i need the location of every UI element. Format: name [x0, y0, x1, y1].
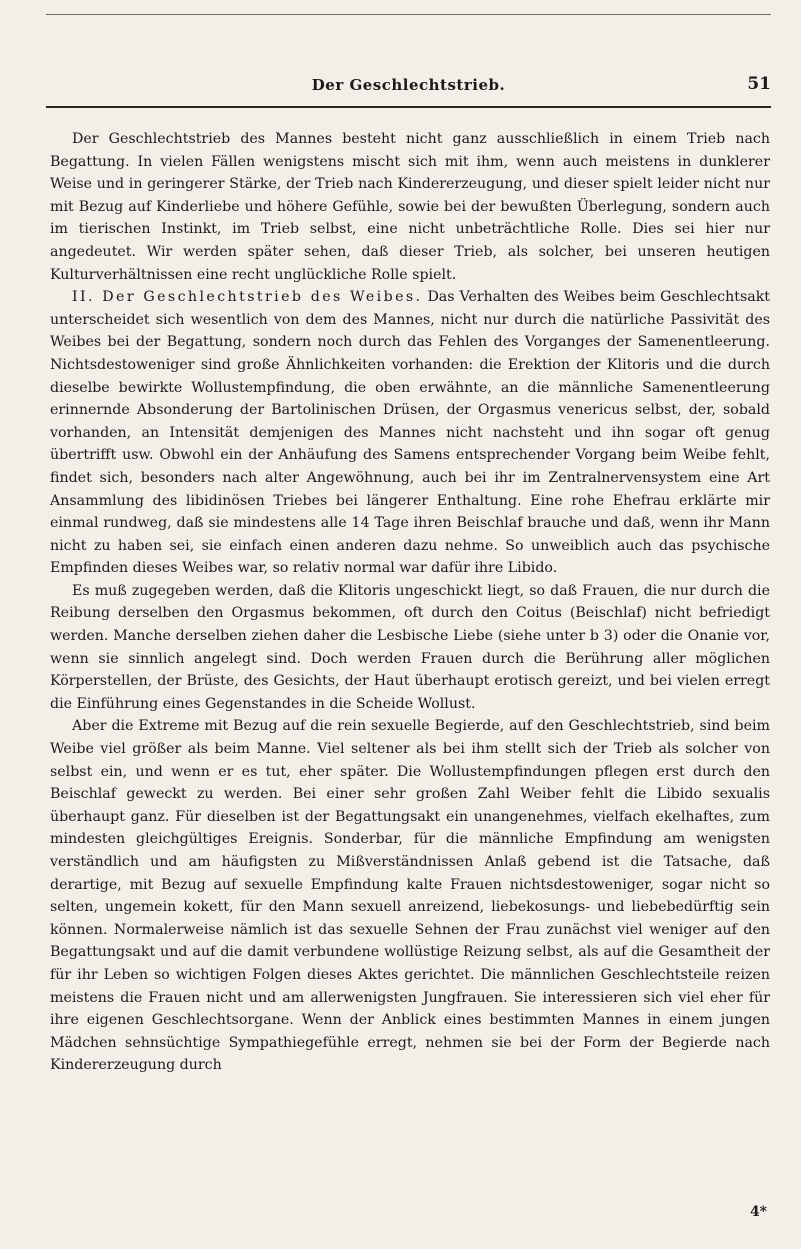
page-header [46, 70, 771, 108]
page-number: 51 [747, 74, 771, 94]
body-text [50, 128, 770, 1077]
signature-mark: 4* [749, 1204, 767, 1220]
section-heading: II. Der Geschlechtstrieb des Weibes. [72, 289, 423, 306]
paragraph-4: Aber die Extreme mit Bezug auf die rein sexuelle Begierde, auf den Geschlechtstrieb, sind beim Weibe viel größer als beim Manne. Viel seltener als bei ihm stellt sich der Trieb als solcher von selbst ein, und wenn er es tut, eher später. Die Wollustempfindungen pflegen erst durch den Beischlaf geweckt zu werden. Bei einer sehr großen Zahl Weiber fehlt die Libido sexualis überhaupt ganz. Für dieselben ist der Begattungsakt ein unangenehmes, vielfach ekelhaftes, zum mindesten gleichgültiges Ereignis. Sonderbar, für die männliche Empfindung am wenigsten verständlich und am häufigsten zu Mißverständnissen Anlaß gebend ist die Tatsache, daß derartige, mit Bezug auf sexuelle Empfindung kalte Frauen nichtsdestoweniger, sogar nicht so selten, ungemein kokett, für den Mann sexuell anreizend, liebekosungs- und liebebedürftig sein können. Normalerweise nämlich ist das sexuelle Sehnen der Frau zunächst viel weniger auf den Begattungsakt und auf die damit verbundene wollüstige Reizung selbst, als auf die Gesamtheit der für ihr Leben so wichtigen Folgen dieses Aktes gerichtet. Die männlichen Geschlechtsteile reizen meistens die Frauen nicht und am allerwenigsten Jungfrauen. Sie interessieren sich viel eher für ihre eigenen Geschlechtsorgane. Wenn der Anblick eines bestimmten Mannes in einem jungen Mädchen sehnsüchtige Sympathiegefühle erregt, nehmen sie bei der Form der Begierde nach Kindererzeugung durch [50, 718, 770, 1074]
running-title: Der Geschlechtstrieb. [311, 76, 506, 94]
paragraph-1: Der Geschlechtstrieb des Mannes besteht nicht ganz ausschließlich in einem Trieb nach Begattung. In vielen Fällen wenigstens mischt sich mit ihm, wenn auch meistens in dunklerer Weise und in geringerer Stärke, der Trieb nach Kindererzeugung, und dieser spielt leider nicht nur mit Bezug auf Kinderliebe und höhere Gefühle, sowie bei der bewußten Überlegung, sondern auch im tierischen Instinkt, im Trieb selbst, eine nicht unbeträchtliche Rolle. Dies sei hier nur angedeutet. Wir werden später sehen, daß dieser Trieb, als solcher, bei unseren heutigen Kulturverhältnissen eine recht unglückliche Rolle spielt. [50, 131, 770, 283]
paragraph-2 [50, 286, 770, 580]
paragraph-2-text: Das Verhalten des Weibes beim Geschlechtsakt unterscheidet sich wesentlich von dem des Mannes, nicht nur durch die natürliche Passivität des Weibes bei der Begattung, sondern noch durch das Fehlen des Vorganges der Samenentleerung. Nichtsdestoweniger sind große Ähnlichkeiten vorhanden: die Erektion der Klitoris und die durch dieselbe bewirkte Wollustempfindung, die oben erwähnte, an die männliche Samenentleerung erinnernde Absonderung der Bartolinischen Drüsen, der Orgasmus venericus selbst, der, sobald vorhanden, an Intensität demjenigen des Mannes nicht nachsteht und ihn sogar oft genug übertrifft usw. Obwohl ein der Anhäufung des Samens entsprechender Vorgang beim Weibe fehlt, findet sich, besonders nach alter Angewöhnung, auch bei ihr im Zentralnervensystem eine Art Ansammlung des libidinösen Triebes bei längerer Enthaltung. Eine rohe Ehefrau erklärte mir einmal rundweg, daß sie mindestens alle 14 Tage ihren Beischlaf brauche und daß, wenn ihr Mann nicht zu haben sei, sie einfach einen anderen dazu nehme. So unweiblich auch das psychische Empfinden dieses Weibes war, so relativ normal war dafür ihre Libido. [50, 289, 771, 577]
paragraph-3: Es muß zugegeben werden, daß die Klitoris ungeschickt liegt, so daß Frauen, die nur durch die Reibung derselben den Orgasmus bekommen, oft durch den Coitus (Beischlaf) nicht befriedigt werden. Manche derselben ziehen daher die Lesbische Liebe (siehe unter b 3) oder die Onanie vor, wenn sie sinnlich angelegt sind. Doch werden Frauen durch die Berührung aller möglichen Körperstellen, der Brüste, des Gesichts, der Haut überhaupt erotisch gereizt, und bei vielen erregt die Einführung eines Gegenstandes in die Scheide Wollust. [50, 582, 770, 712]
top-rule [46, 14, 771, 15]
